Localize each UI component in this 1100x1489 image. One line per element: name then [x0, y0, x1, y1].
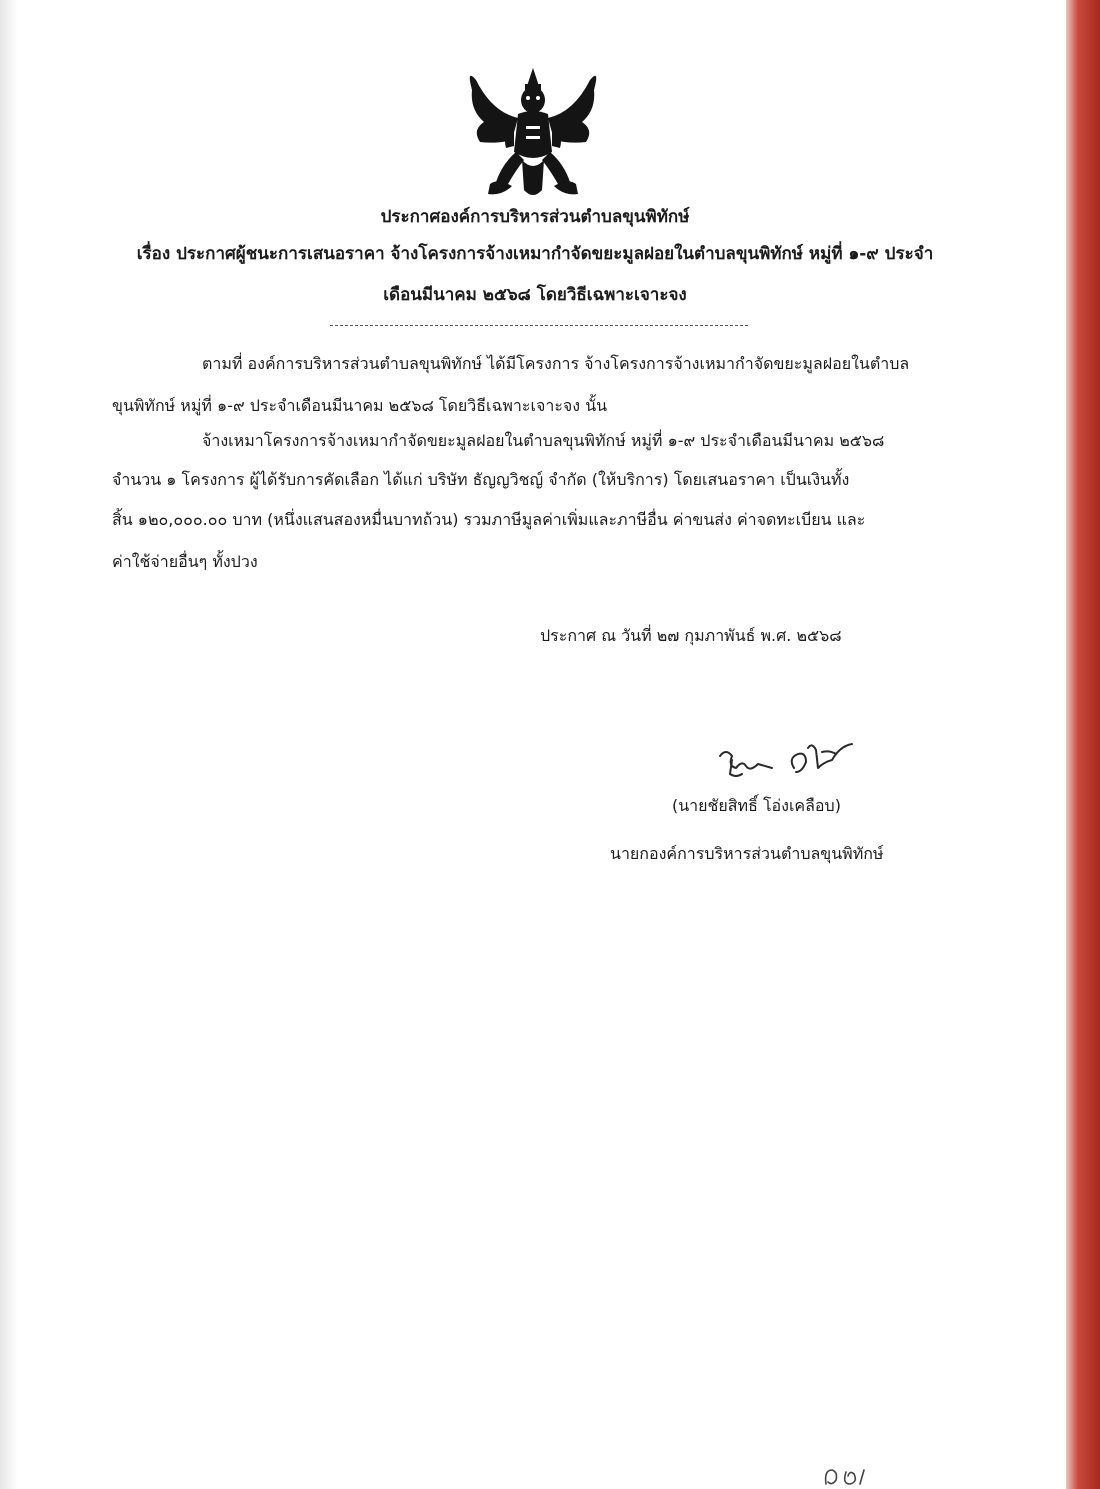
signer-name: (นายชัยสิทธิ์ โอ่งเคลือบ) [672, 796, 841, 815]
divider [330, 325, 748, 326]
handwritten-signature [712, 738, 862, 788]
garuda-emblem-icon [462, 60, 604, 208]
paragraph-1-line-2: ขุนพิทักษ์ หมู่ที่ ๑-๙ ประจำเดือนมีนาคม ๒๕๖๘ โดยวิธีเฉพาะเจาะจง นั้น [112, 396, 608, 415]
page-edge-binding [1066, 0, 1100, 1489]
paragraph-2-line-2: จำนวน ๑ โครงการ ผู้ได้รับการคัดเลือก ได้แก่ บริษัท ธัญญวิชญ์ จำกัด (ให้บริการ) โดยเสนอราคา เป็นเงินทั้ง [112, 470, 850, 489]
paragraph-2-line-4: ค่าใช้จ่ายอื่นๆ ทั้งปวง [112, 552, 258, 571]
subject-line-2: เดือนมีนาคม ๒๕๖๘ โดยวิธีเฉพาะเจาะจง [383, 285, 687, 305]
handwritten-page-number [820, 1462, 880, 1489]
subject-line-1: เรื่อง ประกาศผู้ชนะการเสนอราคา จ้างโครงการจ้างเหมากำจัดขยะมูลฝอยในตำบลขุนพิทักษ์ หมู่ที่ ๑-๙ ประจำ [136, 244, 934, 264]
paragraph-2-line-3: สิ้น ๑๒๐,๐๐๐.๐๐ บาท (หนึ่งแสนสองหมื่นบาทถ้วน) รวมภาษีมูลค่าเพิ่มและภาษีอื่น ค่าขนส่ง ค่าจดทะเบียน และ [112, 510, 866, 529]
paragraph-1-line-1: ตามที่ องค์การบริหารส่วนตำบลขุนพิทักษ์ ได้มีโครงการ จ้างโครงการจ้างเหมากำจัดขยะมูลฝอยในตำบล [202, 354, 910, 373]
paragraph-2-line-1: จ้างเหมาโครงการจ้างเหมากำจัดขยะมูลฝอยในตำบลขุนพิทักษ์ หมู่ที่ ๑-๙ ประจำเดือนมีนาคม ๒๕๖๘ [202, 431, 885, 450]
announce-date: ประกาศ ณ วันที่ ๒๗ กุมภาพันธ์ พ.ศ. ๒๕๖๘ [540, 626, 842, 645]
signer-position: นายกองค์การบริหารส่วนตำบลขุนพิทักษ์ [610, 844, 884, 863]
agency-heading: ประกาศองค์การบริหารส่วนตำบลขุนพิทักษ์ [380, 207, 690, 227]
